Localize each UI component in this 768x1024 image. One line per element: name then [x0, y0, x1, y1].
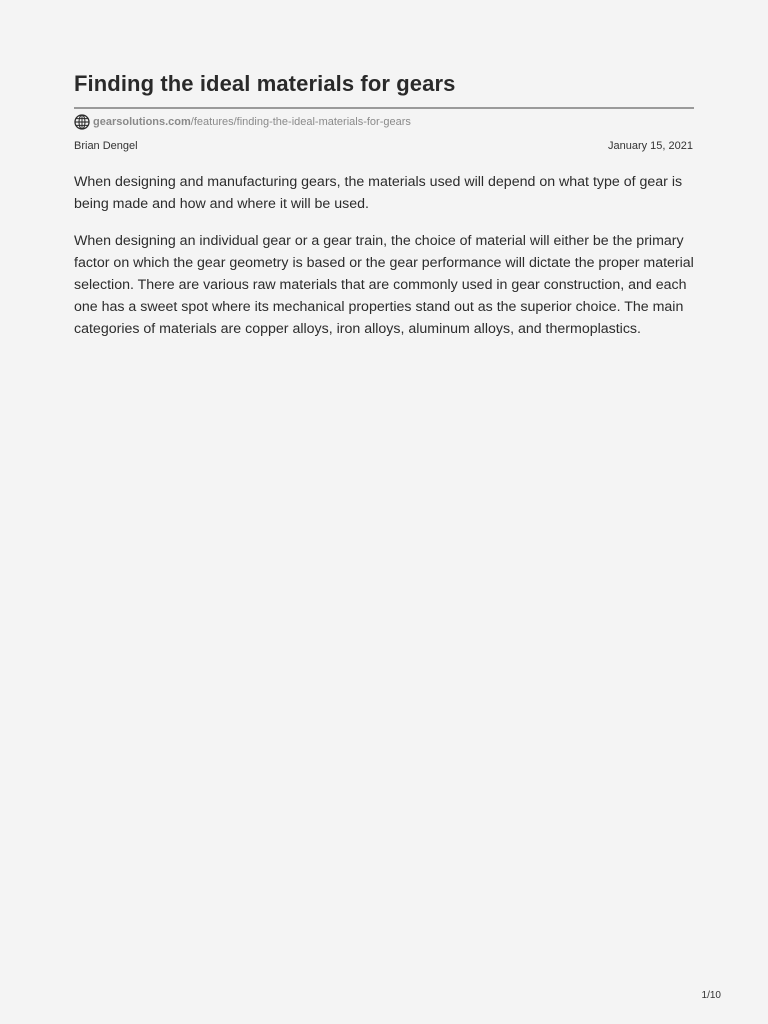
paragraph: When designing an individual gear or a gear train, the choice of material will either be the primary factor on which the gear geometry is based or the gear performance will dictate the proper material selection. There are various raw materials that are commonly used in gear construction, and each one has a sweet spot where its mechanical properties stand out as the superior choice. The main categories of materials are copper alloys, iron alloys, aluminum alloys, and thermoplastics. [74, 233, 694, 337]
source-domain[interactable]: gearsolutions.com [93, 116, 191, 128]
article-body [74, 171, 694, 355]
page-number: 1/10 [701, 990, 721, 1001]
author-name: Brian Dengel [74, 140, 138, 152]
source-link[interactable] [74, 114, 411, 130]
publish-date: January 15, 2021 [607, 140, 693, 152]
source-path[interactable]: /features/finding-the-ideal-materials-for-gears [190, 116, 411, 128]
source-url[interactable] [93, 116, 411, 128]
article-title: Finding the ideal materials for gears [74, 71, 456, 96]
globe-icon [74, 114, 90, 130]
paragraph: When designing and manufacturing gears, the materials used will depend on what type of gear is being made and how and where it will be used. [74, 174, 683, 212]
title-divider [74, 107, 694, 109]
